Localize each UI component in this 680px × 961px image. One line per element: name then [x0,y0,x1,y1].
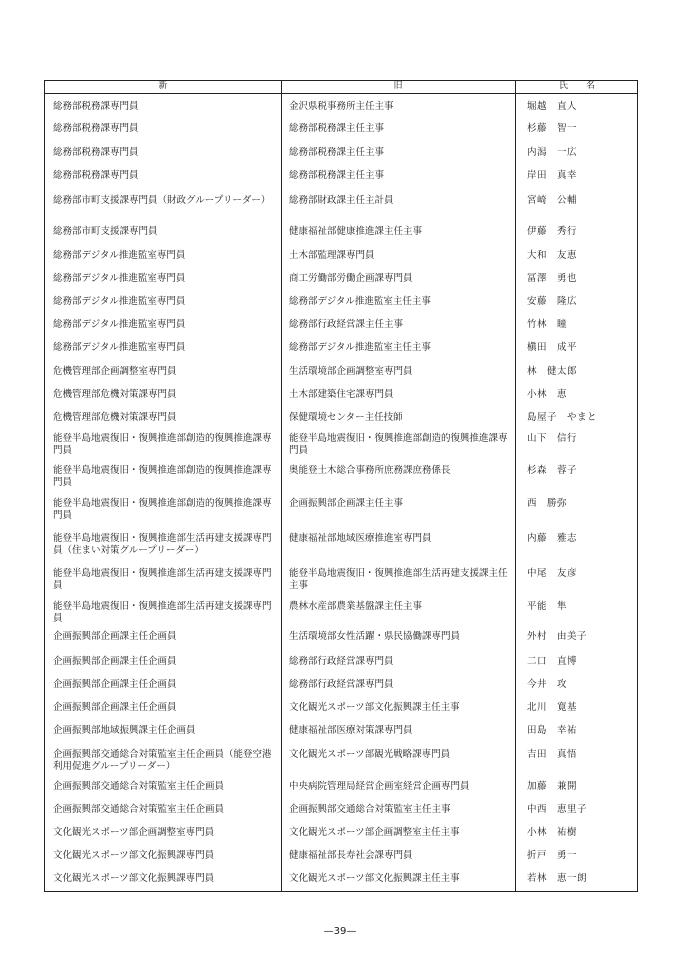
cell-old: 健康福祉部医療対策課専門員 [289,725,413,736]
cell-new: 能登半島地震復旧・復興推進部創造的復興推進課専門員 [53,498,272,521]
table-header [45,81,637,94]
cell-old: 総務部税務課主任主事 [289,123,385,134]
cell-old: 生活環境部女性活躍・県民協働課専門員 [289,631,461,642]
cell-old: 文化観光スポーツ部観光戦略課専門員 [289,749,451,760]
cell-old: 農林水産部農業基盤課主任主事 [289,601,423,612]
cell-old: 企画振興部交通総合対策監室主任主事 [289,804,451,815]
cell-new: 危機管理部危機対策課専門員 [53,412,177,423]
cell-name: 平能 隼 [527,601,568,612]
cell-new: 危機管理部危機対策課専門員 [53,389,177,400]
cell-old: 文化観光スポーツ部文化振興課主任主事 [289,873,460,884]
header-old: 旧 [393,81,403,91]
cell-old: 能登半島地震復旧・復興推進部生活再建支援課主任主事 [289,568,508,591]
cell-name: 岸田 真幸 [527,170,578,181]
cell-new: 総務部デジタル推進監室専門員 [53,273,186,284]
cell-new: 総務部税務課専門員 [53,123,139,134]
cell-name: 伊藤 秀行 [527,226,578,237]
cell-new: 能登半島地震復旧・復興推進部生活再建支援課専門員（住まい対策グループリーダー） [53,533,272,556]
cell-new: 文化観光スポーツ部文化振興課専門員 [53,850,215,861]
cell-name: 田島 幸祐 [527,725,578,736]
cell-old: 総務部財政課主任主計員 [289,195,394,206]
cell-name: 堀越 直人 [527,101,578,112]
cell-new: 総務部デジタル推進監室専門員 [53,250,186,261]
cell-new: 企画振興部交通総合対策監室主任企画員 [53,804,225,815]
cell-old: 土木部監理課専門員 [289,250,375,261]
cell-new: 文化観光スポーツ部文化振興課専門員 [53,873,215,884]
header-new: 新 [158,81,168,91]
cell-name: 安藤 隆広 [527,296,578,307]
cell-old: 能登半島地震復旧・復興推進部創造的復興推進課専門員 [289,433,508,456]
cell-old: 総務部行政経営課専門員 [289,656,394,667]
cell-old: 文化観光スポーツ部文化振興課主任主事 [289,702,460,713]
cell-name: 西 勝弥 [527,498,568,509]
cell-old: 企画振興部企画課主任主事 [289,498,404,509]
cell-name: 大和 友恵 [527,250,578,261]
cell-name: 中尾 友彦 [527,568,578,579]
cell-name: 外村 由美子 [527,631,588,642]
cell-new: 企画振興部企画課主任企画員 [53,679,177,690]
personnel-table [44,80,638,892]
cell-name: 中西 恵里子 [527,804,588,815]
cell-new: 総務部デジタル推進監室専門員 [53,342,186,353]
cell-old: 生活環境部企画調整室専門員 [289,366,413,377]
cell-new: 企画振興部地域振興課主任企画員 [53,725,196,736]
cell-new: 総務部デジタル推進監室専門員 [53,319,186,330]
page-number: —39— [323,926,357,937]
cell-new: 企画振興部企画課主任企画員 [53,702,177,713]
cell-name: 二口 直博 [527,656,578,667]
cell-old: 文化観光スポーツ部企画調整室主任主事 [289,827,460,838]
cell-new: 総務部市町支援課専門員（財政グループリーダー） [53,195,271,206]
cell-name: 杉藤 智一 [527,123,578,134]
cell-name: 若林 恵一朗 [527,873,588,884]
cell-old: 健康福祉部地域医療推進室専門員 [289,533,432,544]
cell-old: 健康福祉部長寿社会課専門員 [289,850,413,861]
cell-name: 吉田 真悟 [527,749,578,760]
cell-new: 能登半島地震復旧・復興推進部生活再建支援課専門員 [53,601,272,624]
cell-old: 中央病院管理局経営企画室経営企画専門員 [289,781,470,792]
cell-old: 金沢県税事務所主任主事 [289,101,394,112]
cell-old: 総務部デジタル推進監室主任主事 [289,296,431,307]
cell-new: 総務部市町支援課専門員 [53,226,158,237]
cell-name: 宮崎 公輔 [527,195,578,206]
cell-new: 能登半島地震復旧・復興推進部生活再建支援課専門員 [53,568,272,591]
cell-name: 折戸 勇一 [527,850,578,861]
cell-new: 企画振興部交通総合対策監室主任企画員（能登空港利用促進グループリーダー） [53,749,272,772]
column-divider-1 [281,81,282,891]
cell-new: 能登半島地震復旧・復興推進部創造的復興推進課専門員 [53,433,272,456]
cell-old: 健康福祉部健康推進課主任主事 [289,226,423,237]
cell-name: 今井 攻 [527,679,568,690]
cell-name: 冨澤 勇也 [527,273,578,284]
header-name: 氏名 [558,81,613,91]
cell-name: 竹林 瞳 [527,319,568,330]
cell-name: 山下 信行 [527,433,578,444]
column-divider-2 [515,81,516,891]
cell-new: 総務部税務課専門員 [53,170,139,181]
cell-new: 危機管理部企画調整室専門員 [53,366,177,377]
cell-new: 企画振興部企画課主任企画員 [53,656,177,667]
cell-old: 総務部行政経営課主任主事 [289,319,404,330]
cell-name: 槇田 成平 [527,342,578,353]
cell-new: 総務部税務課専門員 [53,101,139,112]
cell-name: 杉森 蓉子 [527,465,578,476]
cell-old: 総務部税務課主任主事 [289,147,385,158]
cell-old: 保健環境センター主任技師 [289,412,403,423]
cell-new: 総務部デジタル推進監室専門員 [53,296,186,307]
cell-old: 総務部行政経営課専門員 [289,679,394,690]
cell-old: 商工労働部労働企画課専門員 [289,273,413,284]
cell-name: 北川 寛基 [527,702,578,713]
cell-name: 小林 恵 [527,389,568,400]
cell-new: 総務部税務課専門員 [53,147,139,158]
cell-new: 文化観光スポーツ部企画調整室専門員 [53,827,215,838]
cell-name: 小林 祐樹 [527,827,578,838]
cell-name: 島屋子 やまと [527,412,598,423]
cell-old: 総務部税務課主任主事 [289,170,385,181]
cell-old: 奥能登土木総合事務所庶務課庶務係長 [289,465,451,476]
cell-old: 総務部デジタル推進監室主任主事 [289,342,431,353]
cell-new: 企画振興部企画課主任企画員 [53,631,177,642]
cell-name: 内潟 一広 [527,147,578,158]
cell-name: 加藤 兼開 [527,781,578,792]
cell-new: 能登半島地震復旧・復興推進部創造的復興推進課専門員 [53,465,272,488]
cell-name: 林 健太郎 [527,366,578,377]
cell-old: 土木部建築住宅課専門員 [289,389,394,400]
cell-new: 企画振興部交通総合対策監室主任企画員 [53,781,225,792]
cell-name: 内藤 雅志 [527,533,578,544]
